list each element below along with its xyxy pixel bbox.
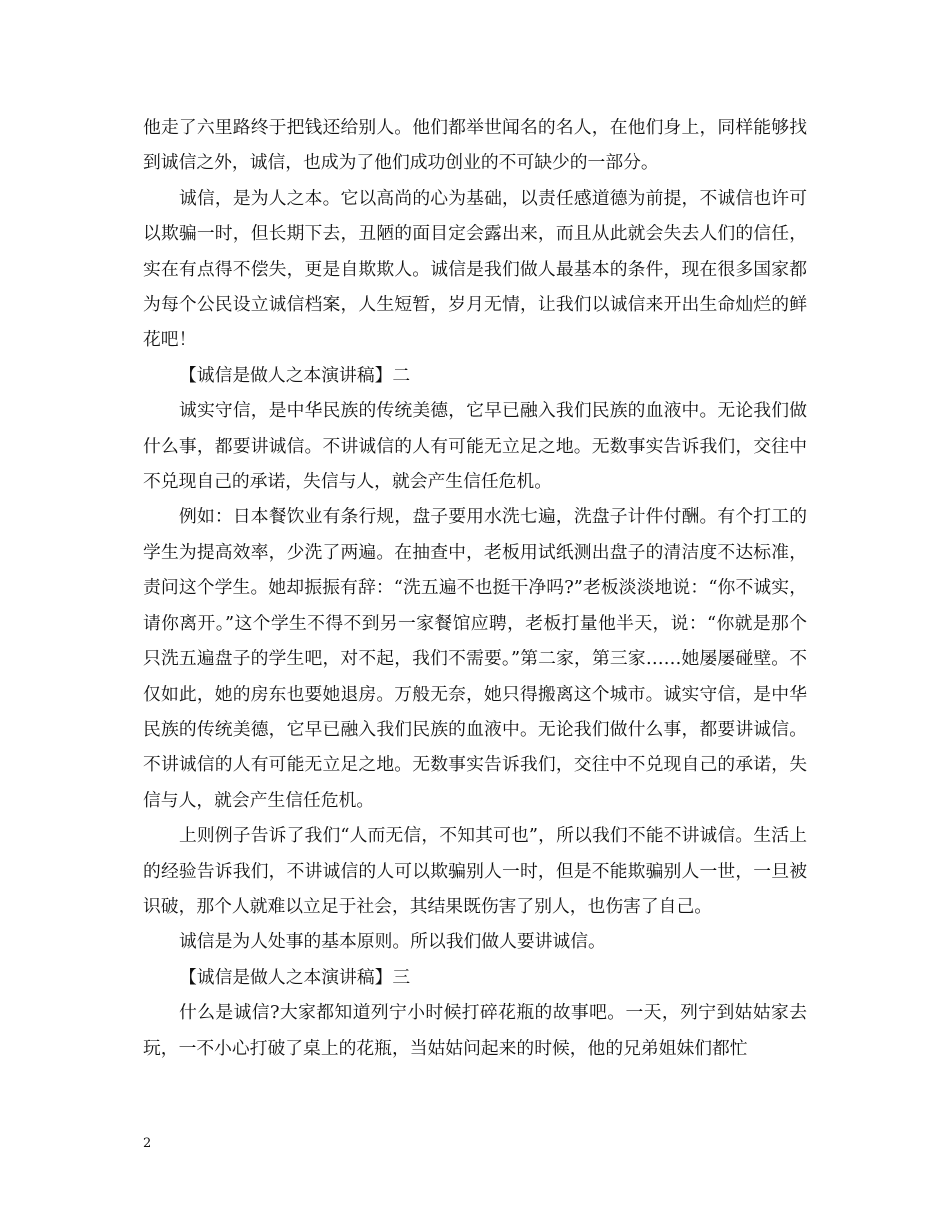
paragraph: 他走了六里路终于把钱还给别人。他们都举世闻名的名人，在他们身上，同样能够找到诚信之外，诚信，也成为了他们成功创业的不可缺少的一部分。 (143, 117, 807, 174)
page-number: 2 (143, 1136, 152, 1151)
paragraph: 例如：日本餐饮业有条行规，盘子要用水洗七遍，洗盘子计件付酬。有个打工的学生为提高效率，少洗了两遍。在抽查中，老板用试纸测出盘子的清洁度不达标准，责问这个学生。她却振振有辞：“洗五遍不也挺干净吗?”老板淡淡地说：“你不诚实，请你离开。”这个学生不得不到另一家餐馆应聘，老板打量他半天，说：“你就是那个只洗五遍盘子的学生吧，对不起，我们不需要。”第二家，第三家……她屡屡碰壁。不仅如此，她的房东也要她退房。万般无奈，她只得搬离这个城市。诚实守信，是中华民族的传统美德，它早已融入我们民族的血液中。无论我们做什么事，都要讲诚信。不讲诚信的人有可能无立足之地。无数事实告诉我们，交往中不兑现自己的承诺，失信与人，就会产生信任危机。 (143, 506, 807, 811)
section-heading: 【诚信是做人之本演讲稿】三 (179, 966, 411, 988)
body-text (143, 110, 807, 1066)
paragraph: 诚信是为人处事的基本原则。所以我们做人要讲诚信。 (179, 931, 606, 953)
paragraph: 什么是诚信?大家都知道列宁小时候打碎花瓶的故事吧。一天，列宁到姑姑家去玩，一不小心打破了桌上的花瓶，当姑姑问起来的时候，他的兄弟姐妹们都忙 (143, 1002, 807, 1059)
section-heading: 【诚信是做人之本演讲稿】二 (179, 364, 411, 386)
paragraph: 诚信，是为人之本。它以高尚的心为基础，以责任感道德为前提，不诚信也许可以欺骗一时，但长期下去，丑陋的面目定会露出来，而且从此就会失去人们的信任，实在有点得不偿失，更是自欺欺人。诚信是我们做人最基本的条件，现在很多国家都为每个公民设立诚信档案，人生短暂，岁月无情，让我们以诚信来开出生命灿烂的鲜花吧！ (143, 187, 807, 351)
paragraph: 诚实守信，是中华民族的传统美德，它早已融入我们民族的血液中。无论我们做什么事，都要讲诚信。不讲诚信的人有可能无立足之地。无数事实告诉我们，交往中不兑现自己的承诺，失信与人，就会产生信任危机。 (143, 400, 807, 493)
paragraph: 上则例子告诉了我们“人而无信，不知其可也”，所以我们不能不讲诚信。生活上的经验告诉我们，不讲诚信的人可以欺骗别人一时，但是不能欺骗别人一世，一旦被识破，那个人就难以立足于社会，其结果既伤害了别人，也伤害了自己。 (143, 825, 807, 917)
